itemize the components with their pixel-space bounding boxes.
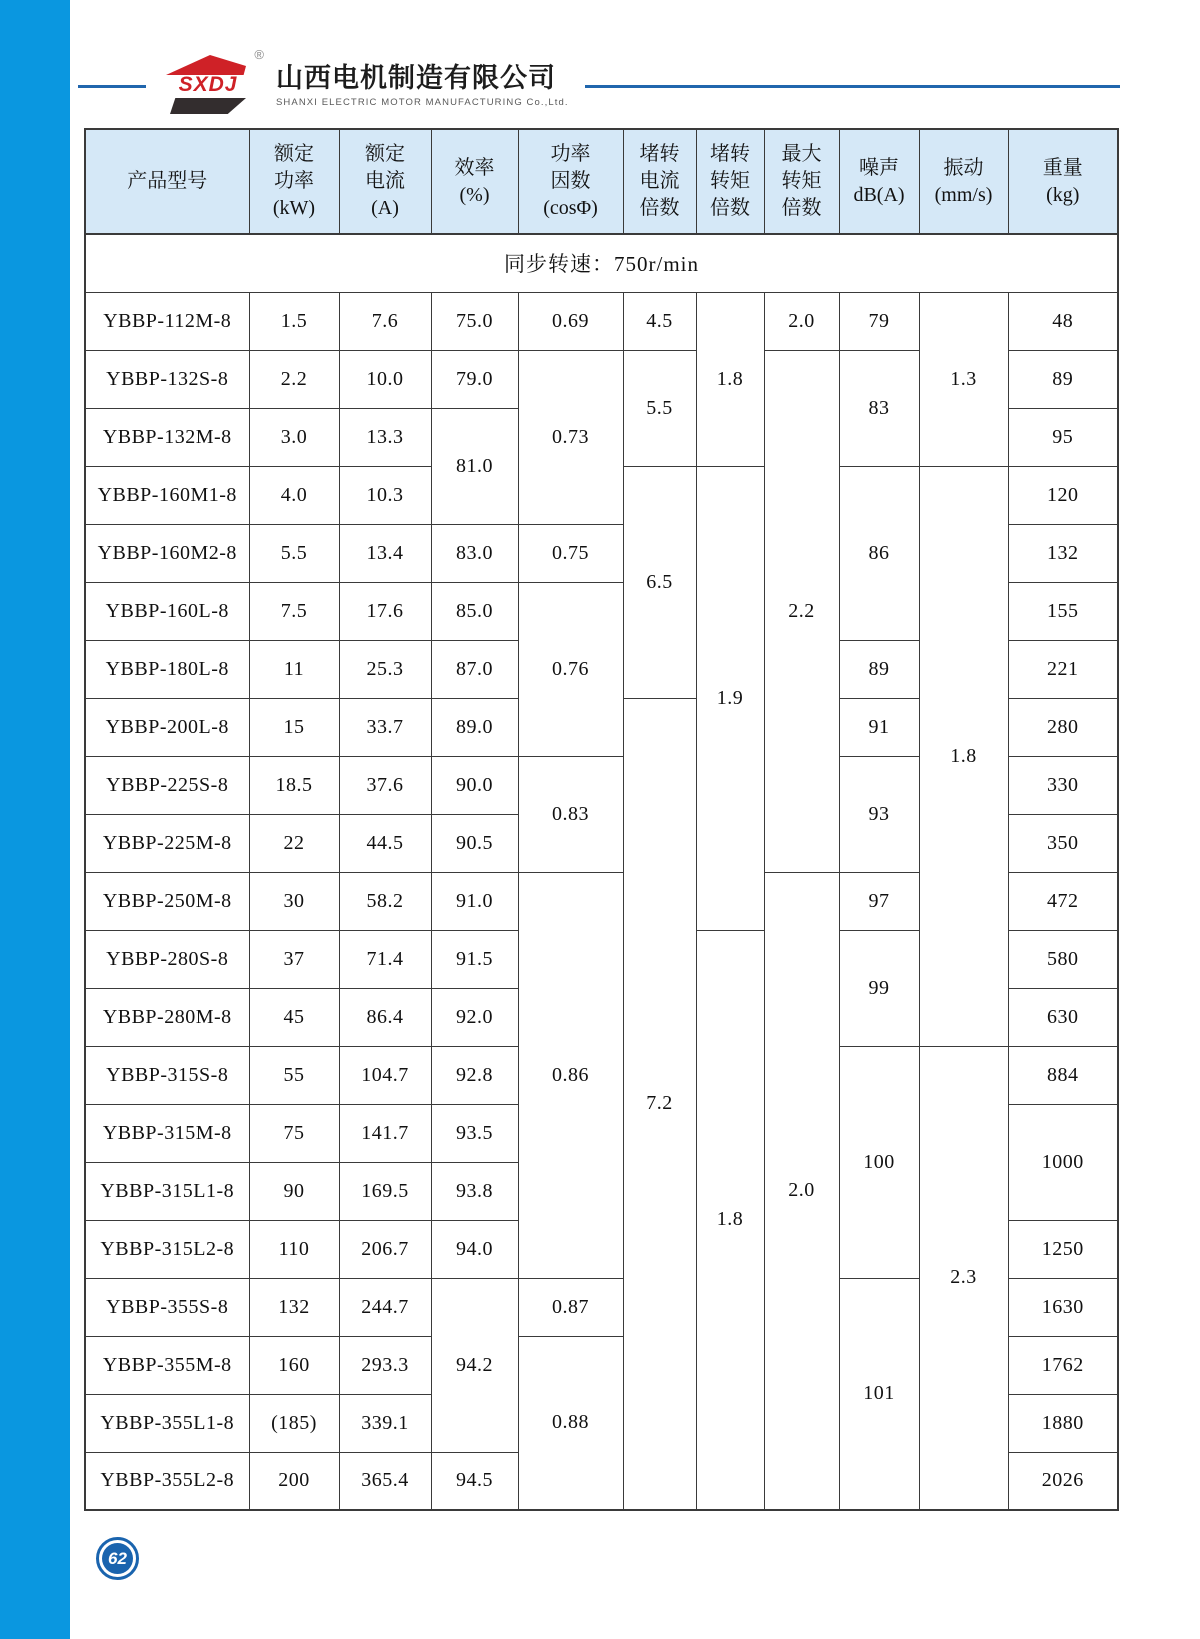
model-cell: YBBP-315L2-8 — [85, 1220, 249, 1278]
column-header-line: 转矩 — [781, 170, 822, 192]
power-factor-cell: 0.88 — [518, 1336, 623, 1510]
model-cell: YBBP-355M-8 — [85, 1336, 249, 1394]
table-header — [85, 129, 1118, 234]
noise-cell: 97 — [839, 872, 919, 930]
column-header-line: (A) — [371, 197, 399, 219]
column-header-efficiency — [431, 129, 518, 234]
column-header-line: 最大 — [781, 143, 822, 165]
vibration-cell: 2.3 — [919, 1046, 1008, 1510]
noise-cell: 79 — [839, 292, 919, 350]
rated-power-cell: 18.5 — [249, 756, 339, 814]
rated-power-cell: 45 — [249, 988, 339, 1046]
column-header-max-torque-ratio — [764, 129, 839, 234]
section-title: 同步转速：750r/min — [85, 234, 1118, 292]
weight-cell: 89 — [1008, 350, 1118, 408]
efficiency-cell: 90.0 — [431, 756, 518, 814]
column-header-vibration — [919, 129, 1008, 234]
rated-power-cell: 7.5 — [249, 582, 339, 640]
motor-spec-table — [84, 128, 1119, 1511]
rated-power-cell: 1.5 — [249, 292, 339, 350]
column-header-line: 因数 — [550, 170, 591, 192]
rated-power-cell: 110 — [249, 1220, 339, 1278]
logo-text: SXDJ — [178, 73, 238, 96]
company-name-en: SHANXI ELECTRIC MOTOR MANUFACTURING Co.,Ltd. — [276, 97, 569, 108]
column-header-line: 倍数 — [781, 197, 822, 219]
efficiency-cell: 91.0 — [431, 872, 518, 930]
efficiency-cell: 94.2 — [431, 1278, 518, 1452]
column-header-line: 堵转 — [639, 143, 680, 165]
column-header-line: 堵转 — [710, 143, 750, 165]
weight-cell: 280 — [1008, 698, 1118, 756]
column-header-line: (mm/s) — [934, 183, 993, 206]
weight-cell: 155 — [1008, 582, 1118, 640]
rated-current-cell: 293.3 — [339, 1336, 431, 1394]
rated-power-cell: 11 — [249, 640, 339, 698]
column-header-line: 效率 — [454, 156, 495, 179]
noise-cell: 86 — [839, 466, 919, 640]
weight-cell: 884 — [1008, 1046, 1118, 1104]
page-number-badge — [96, 1537, 139, 1580]
header-rule-right — [585, 85, 1120, 88]
efficiency-cell: 85.0 — [431, 582, 518, 640]
model-cell: YBBP-355L1-8 — [85, 1394, 249, 1452]
rated-current-cell: 58.2 — [339, 872, 431, 930]
rated-current-cell: 141.7 — [339, 1104, 431, 1162]
column-header-power-factor — [518, 129, 623, 234]
locked-rotor-torque-ratio-cell: 1.8 — [696, 930, 764, 1510]
model-cell: YBBP-315S-8 — [85, 1046, 249, 1104]
page-header — [78, 48, 1120, 124]
weight-cell: 580 — [1008, 930, 1118, 988]
model-cell: YBBP-200L-8 — [85, 698, 249, 756]
locked-rotor-torque-ratio-cell: 1.8 — [696, 292, 764, 466]
weight-cell: 1880 — [1008, 1394, 1118, 1452]
efficiency-cell: 75.0 — [431, 292, 518, 350]
max-torque-ratio-cell: 2.2 — [764, 350, 839, 872]
column-header-line: 倍数 — [710, 197, 750, 219]
column-header-line: 电流 — [639, 170, 680, 192]
noise-cell: 100 — [839, 1046, 919, 1278]
locked-rotor-current-ratio-cell: 6.5 — [623, 466, 696, 698]
rated-power-cell: 2.2 — [249, 350, 339, 408]
rated-current-cell: 339.1 — [339, 1394, 431, 1452]
power-factor-cell: 0.87 — [518, 1278, 623, 1336]
weight-cell: 48 — [1008, 292, 1118, 350]
locked-rotor-current-ratio-cell: 4.5 — [623, 292, 696, 350]
model-cell: YBBP-132S-8 — [85, 350, 249, 408]
rated-current-cell: 13.4 — [339, 524, 431, 582]
rated-power-cell: 55 — [249, 1046, 339, 1104]
model-cell: YBBP-180L-8 — [85, 640, 249, 698]
efficiency-cell: 81.0 — [431, 408, 518, 524]
column-header-line: 功率 — [550, 143, 591, 165]
efficiency-cell: 91.5 — [431, 930, 518, 988]
rated-power-cell: 90 — [249, 1162, 339, 1220]
column-header-locked-rotor-torque-ratio — [696, 129, 764, 234]
model-cell: YBBP-160M2-8 — [85, 524, 249, 582]
rated-current-cell: 244.7 — [339, 1278, 431, 1336]
model-cell: YBBP-160M1-8 — [85, 466, 249, 524]
model-cell: YBBP-250M-8 — [85, 872, 249, 930]
page-number: 62 — [102, 1543, 133, 1574]
column-header-line: (kW) — [272, 197, 316, 219]
model-cell: YBBP-132M-8 — [85, 408, 249, 466]
logo-roof-shape — [166, 55, 246, 75]
model-cell: YBBP-225M-8 — [85, 814, 249, 872]
locked-rotor-torque-ratio-cell: 1.9 — [696, 466, 764, 930]
model-cell: YBBP-355S-8 — [85, 1278, 249, 1336]
section-title-row — [85, 234, 1118, 292]
power-factor-cell: 0.76 — [518, 582, 623, 756]
model-cell: YBBP-160L-8 — [85, 582, 249, 640]
logo-base-shape — [170, 98, 246, 114]
rated-current-cell: 33.7 — [339, 698, 431, 756]
header-rule-left — [78, 85, 146, 88]
weight-cell: 350 — [1008, 814, 1118, 872]
rated-power-cell: (185) — [249, 1394, 339, 1452]
model-cell: YBBP-225S-8 — [85, 756, 249, 814]
column-header-line: 转矩 — [710, 170, 750, 192]
efficiency-cell: 94.0 — [431, 1220, 518, 1278]
noise-cell: 89 — [839, 640, 919, 698]
company-name-block — [276, 64, 569, 108]
efficiency-cell: 90.5 — [431, 814, 518, 872]
efficiency-cell: 94.5 — [431, 1452, 518, 1510]
rated-power-cell: 22 — [249, 814, 339, 872]
column-header-line: dB(A) — [853, 183, 905, 206]
rated-current-cell: 86.4 — [339, 988, 431, 1046]
table-body — [85, 234, 1118, 1510]
efficiency-cell: 93.8 — [431, 1162, 518, 1220]
rated-current-cell: 365.4 — [339, 1452, 431, 1510]
efficiency-cell: 87.0 — [431, 640, 518, 698]
rated-current-cell: 104.7 — [339, 1046, 431, 1104]
column-header-line: 额定 — [365, 143, 405, 165]
weight-cell: 120 — [1008, 466, 1118, 524]
max-torque-ratio-cell: 2.0 — [764, 292, 839, 350]
left-accent-bar — [0, 0, 70, 1639]
column-header-model — [85, 129, 249, 234]
column-header-line: 额定 — [274, 143, 314, 165]
efficiency-cell: 89.0 — [431, 698, 518, 756]
weight-cell: 472 — [1008, 872, 1118, 930]
rated-current-cell: 25.3 — [339, 640, 431, 698]
column-header-locked-rotor-current-ratio — [623, 129, 696, 234]
column-header-rated-current — [339, 129, 431, 234]
company-name-cn: 山西电机制造有限公司 — [276, 63, 556, 94]
weight-cell: 330 — [1008, 756, 1118, 814]
column-header-line: 倍数 — [639, 197, 680, 219]
table-row — [85, 292, 1118, 350]
rated-power-cell: 75 — [249, 1104, 339, 1162]
rated-current-cell: 13.3 — [339, 408, 431, 466]
column-header-rated-power — [249, 129, 339, 234]
power-factor-cell: 0.69 — [518, 292, 623, 350]
column-header-line: 重量 — [1042, 156, 1083, 179]
rated-power-cell: 132 — [249, 1278, 339, 1336]
column-header-line: 功率 — [274, 170, 314, 192]
power-factor-cell: 0.83 — [518, 756, 623, 872]
power-factor-cell: 0.73 — [518, 350, 623, 524]
weight-cell: 630 — [1008, 988, 1118, 1046]
efficiency-cell: 83.0 — [431, 524, 518, 582]
rated-power-cell: 5.5 — [249, 524, 339, 582]
rated-current-cell: 10.3 — [339, 466, 431, 524]
column-header-weight — [1008, 129, 1118, 234]
column-header-line: 电流 — [365, 170, 405, 192]
rated-power-cell: 3.0 — [249, 408, 339, 466]
efficiency-cell: 93.5 — [431, 1104, 518, 1162]
model-cell: YBBP-280M-8 — [85, 988, 249, 1046]
rated-power-cell: 4.0 — [249, 466, 339, 524]
noise-cell: 83 — [839, 350, 919, 466]
noise-cell: 91 — [839, 698, 919, 756]
weight-cell: 1762 — [1008, 1336, 1118, 1394]
rated-power-cell: 37 — [249, 930, 339, 988]
rated-power-cell: 30 — [249, 872, 339, 930]
rated-current-cell: 10.0 — [339, 350, 431, 408]
registered-trademark-icon: ® — [254, 47, 264, 62]
noise-cell: 101 — [839, 1278, 919, 1510]
max-torque-ratio-cell: 2.0 — [764, 872, 839, 1510]
model-cell: YBBP-315M-8 — [85, 1104, 249, 1162]
weight-cell: 1250 — [1008, 1220, 1118, 1278]
power-factor-cell: 0.86 — [518, 872, 623, 1278]
rated-power-cell: 15 — [249, 698, 339, 756]
weight-cell: 221 — [1008, 640, 1118, 698]
weight-cell: 1630 — [1008, 1278, 1118, 1336]
column-header-line: 产品型号 — [127, 170, 208, 192]
rated-current-cell: 17.6 — [339, 582, 431, 640]
model-cell: YBBP-315L1-8 — [85, 1162, 249, 1220]
vibration-cell: 1.8 — [919, 466, 1008, 1046]
locked-rotor-current-ratio-cell: 5.5 — [623, 350, 696, 466]
model-cell: YBBP-112M-8 — [85, 292, 249, 350]
weight-cell: 2026 — [1008, 1452, 1118, 1510]
model-cell: YBBP-280S-8 — [85, 930, 249, 988]
rated-current-cell: 71.4 — [339, 930, 431, 988]
rated-current-cell: 44.5 — [339, 814, 431, 872]
locked-rotor-current-ratio-cell: 7.2 — [623, 698, 696, 1510]
rated-current-cell: 206.7 — [339, 1220, 431, 1278]
rated-current-cell: 169.5 — [339, 1162, 431, 1220]
noise-cell: 93 — [839, 756, 919, 872]
noise-cell: 99 — [839, 930, 919, 1046]
efficiency-cell: 92.8 — [431, 1046, 518, 1104]
column-header-line: 噪声 — [859, 156, 899, 179]
column-header-line: (cosΦ) — [543, 197, 598, 219]
rated-current-cell: 7.6 — [339, 292, 431, 350]
efficiency-cell: 79.0 — [431, 350, 518, 408]
column-header-noise — [839, 129, 919, 234]
table-header-row — [85, 129, 1118, 234]
rated-current-cell: 37.6 — [339, 756, 431, 814]
weight-cell: 132 — [1008, 524, 1118, 582]
weight-cell: 95 — [1008, 408, 1118, 466]
column-header-line: (kg) — [1046, 183, 1080, 206]
weight-cell: 1000 — [1008, 1104, 1118, 1220]
vibration-cell: 1.3 — [919, 292, 1008, 466]
model-cell: YBBP-355L2-8 — [85, 1452, 249, 1510]
rated-power-cell: 200 — [249, 1452, 339, 1510]
column-header-line: 振动 — [943, 156, 984, 179]
column-header-line: (%) — [459, 183, 490, 206]
rated-power-cell: 160 — [249, 1336, 339, 1394]
company-logo — [158, 47, 264, 119]
power-factor-cell: 0.75 — [518, 524, 623, 582]
efficiency-cell: 92.0 — [431, 988, 518, 1046]
